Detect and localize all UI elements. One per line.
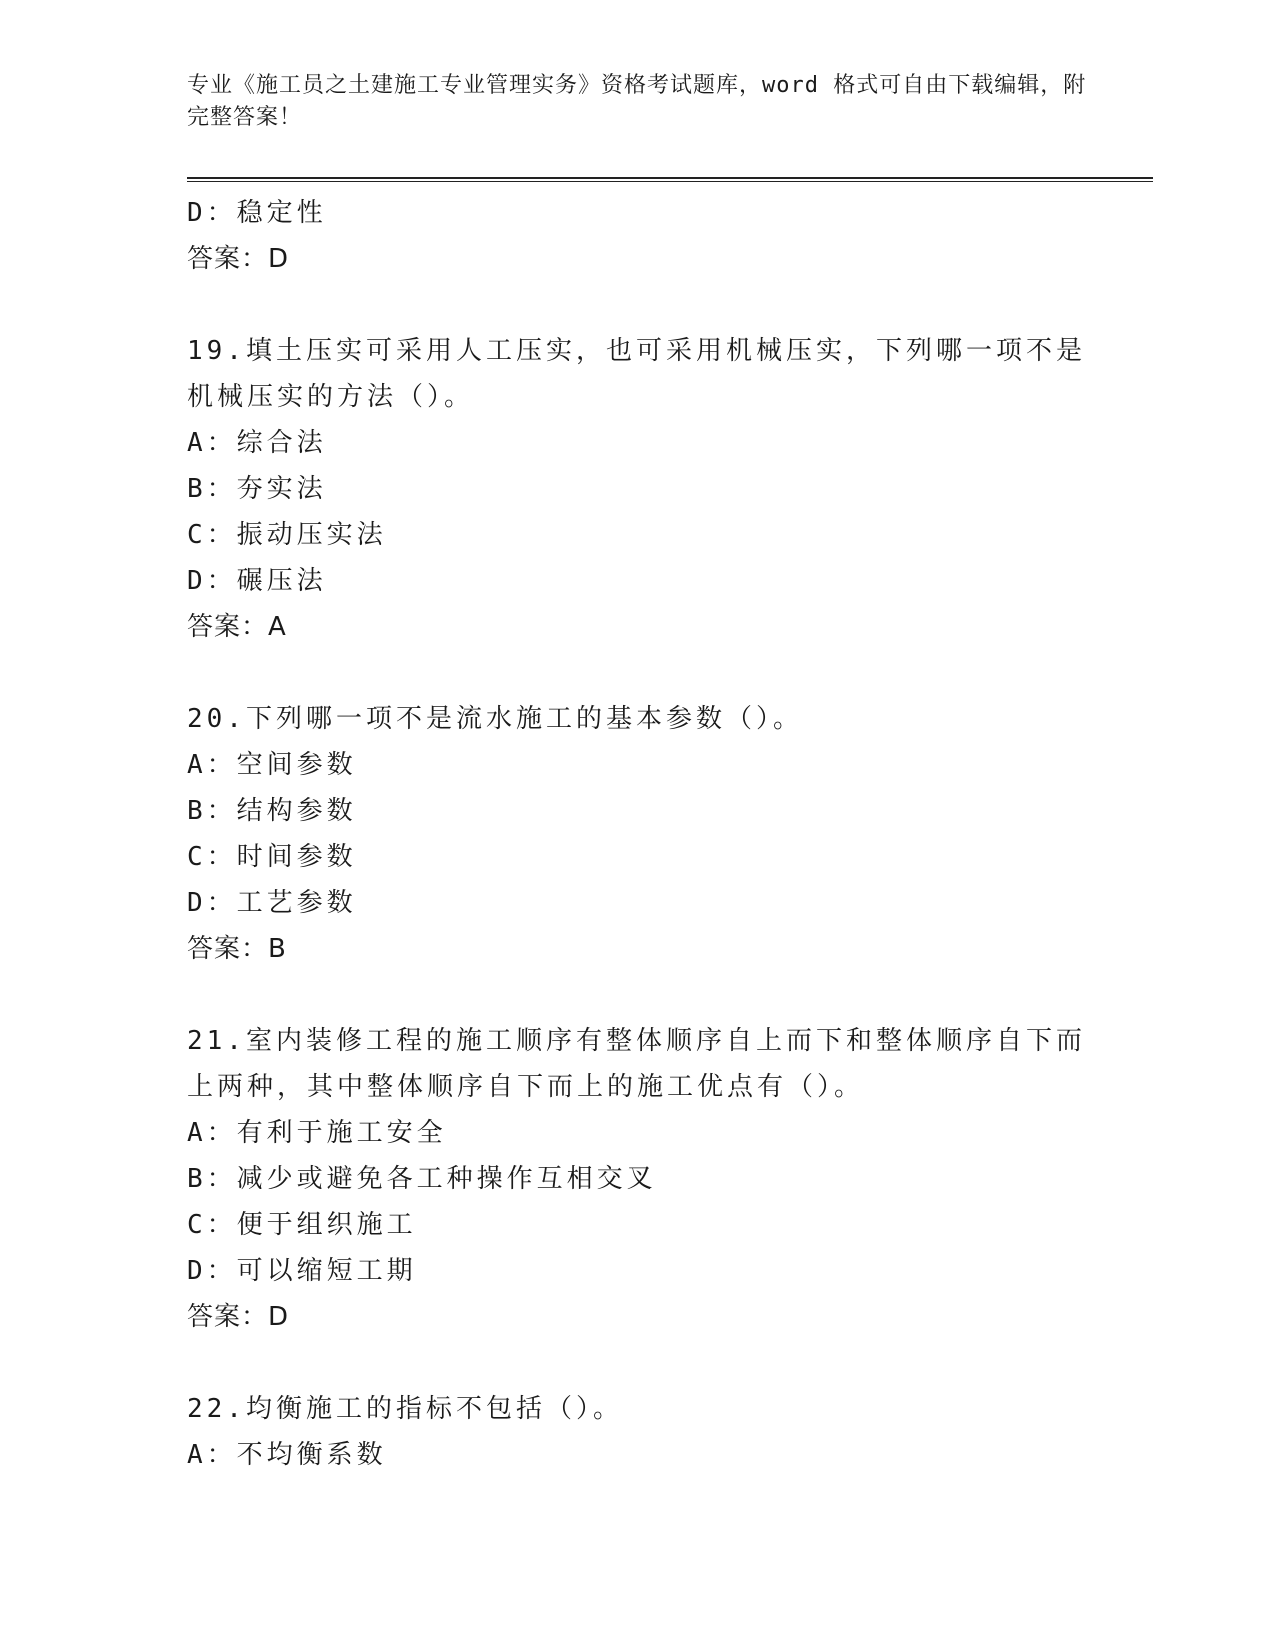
- question-answer: 答案：B: [187, 934, 287, 964]
- question-19: [187, 328, 1087, 650]
- question-answer: 答案：D: [187, 1302, 290, 1332]
- question-stem: 19.填土压实可采用人工压实，也可采用机械压实，下列哪一项不是机械压实的方法（）。: [187, 336, 1086, 412]
- question-option: C：振动压实法: [187, 520, 387, 550]
- question-option: A：综合法: [187, 428, 327, 458]
- question-option: D：工艺参数: [187, 888, 357, 918]
- question-option: C：便于组织施工: [187, 1210, 417, 1240]
- question-list: [187, 190, 1087, 1478]
- question-option: D：碾压法: [187, 566, 327, 596]
- question-option: A：不均衡系数: [187, 1440, 387, 1470]
- question-option: B：结构参数: [187, 796, 357, 826]
- question-stem: 21.室内装修工程的施工顺序有整体顺序自上而下和整体顺序自下而上两种，其中整体顺序自下而上的施工优点有（）。: [187, 1026, 1086, 1102]
- carryover-option: D：稳定性: [187, 198, 327, 228]
- question-stem: 20.下列哪一项不是流水施工的基本参数（）。: [187, 704, 803, 734]
- question-option: C：时间参数: [187, 842, 357, 872]
- question-option: D：可以缩短工期: [187, 1256, 417, 1286]
- question-option: A：有利于施工安全: [187, 1118, 447, 1148]
- question-option: A：空间参数: [187, 750, 357, 780]
- question-20: [187, 696, 1087, 972]
- question-stem: 22.均衡施工的指标不包括（）。: [187, 1394, 623, 1424]
- question-22: [187, 1386, 1087, 1478]
- question-21: [187, 1018, 1087, 1340]
- question-answer: 答案：A: [187, 612, 287, 642]
- document-header: 专业《施工员之土建施工专业管理实务》资格考试题库，word 格式可自由下载编辑，附完整答案！: [187, 73, 1087, 130]
- question-option: B：减少或避免各工种操作互相交叉: [187, 1164, 657, 1194]
- header-divider: [187, 177, 1153, 182]
- question-option: B：夯实法: [187, 474, 327, 504]
- carryover-answer: 答案：D: [187, 244, 290, 274]
